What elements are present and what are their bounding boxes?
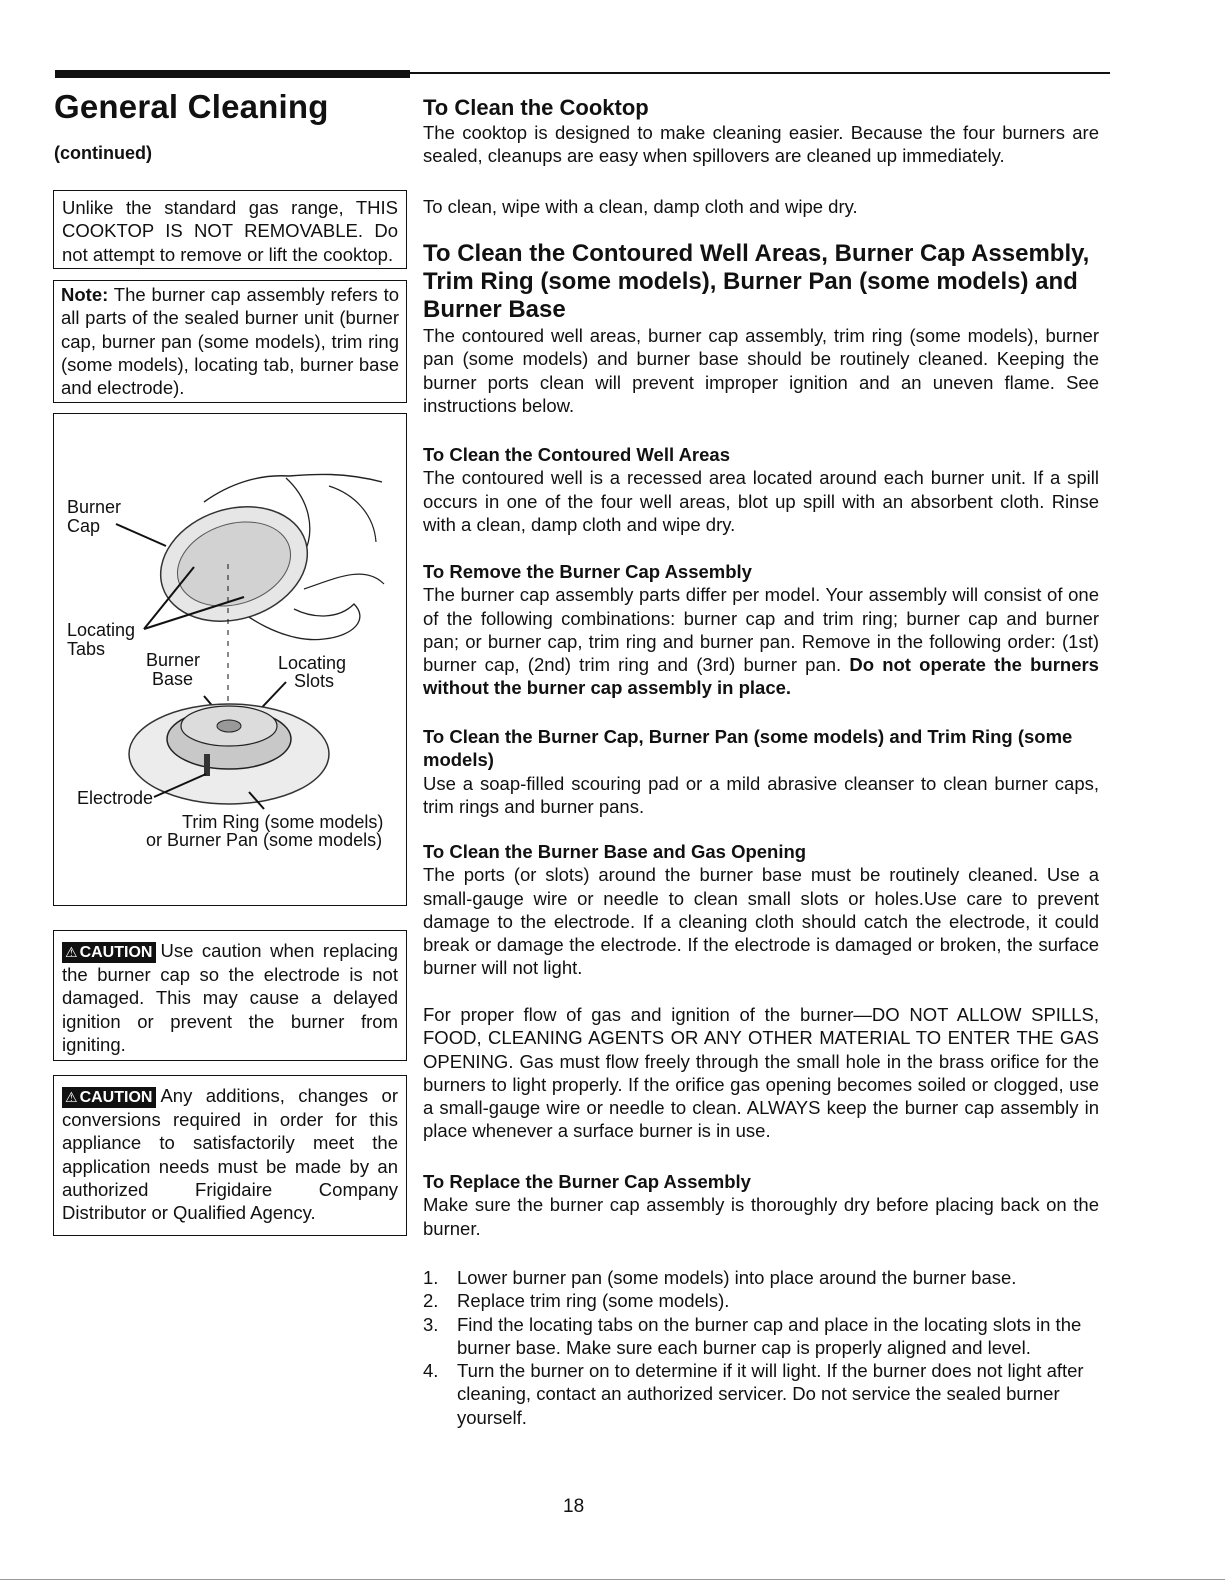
section-burner-base xyxy=(423,840,1099,980)
contoured-paragraph: The contoured well areas, burner cap assembly, trim ring (some models), burner pan (some models) and burner base should be routinely cleaned. Keeping the burner ports clean will prevent improper ignition and an uneven flame. See instructions below. xyxy=(423,325,1099,416)
step-text: Find the locating tabs on the burner cap and place in the locating slots in the burner base. Make sure each burner cap is properly aligned and level. xyxy=(457,1313,1082,1358)
remove-heading: To Remove the Burner Cap Assembly xyxy=(423,561,752,582)
note-paragraph xyxy=(61,283,399,399)
cooktop-paragraph-2: To clean, wipe with a clean, damp cloth and wipe dry. xyxy=(423,196,858,217)
caution-badge-label: CAUTION xyxy=(79,944,153,961)
section-clean-cap xyxy=(423,725,1099,818)
caution-box-electrode xyxy=(53,930,407,1061)
base-heading: To Clean the Burner Base and Gas Opening xyxy=(423,841,807,862)
replace-paragraph: Make sure the burner cap assembly is thoroughly dry before placing back on the burner. xyxy=(423,1194,1099,1239)
page-title: General Cleaning xyxy=(54,88,329,125)
section-cooktop-wipe xyxy=(423,195,1099,218)
caution-badge xyxy=(62,942,156,963)
list-item xyxy=(423,1313,1099,1360)
section-cooktop xyxy=(423,95,1099,168)
note-box xyxy=(53,280,407,403)
remove-paragraph xyxy=(423,583,1099,699)
base-paragraph-1: The ports (or slots) around the burner base must be routinely cleaned. Use a small-gauge wire or needle to clean small slots or holes.Use care to prevent damage to the electrode. If a cleaning cloth should catch the electrode, it could break or damage the electrode. If the electrode is damaged or broken, the surface burner will not light. xyxy=(423,864,1099,979)
replace-heading: To Replace the Burner Cap Assembly xyxy=(423,1171,751,1192)
caution1-text: Use caution when replacing the burner cap so the electrode is not damaged. This may cause a delayed ignition or prevent the burner from igniting. xyxy=(62,940,398,1055)
header-rule-thin xyxy=(410,72,1110,74)
remove-warning: Do not operate the burners without the burner cap assembly in place. xyxy=(423,654,1099,699)
caution-badge-label: CAUTION xyxy=(79,1089,153,1106)
contoured-heading: To Clean the Contoured Well Areas, Burner Cap Assembly, Trim Ring (some models), Burner Pan (some models) and Burner Base xyxy=(423,240,1090,323)
section-gas-opening xyxy=(423,1003,1099,1143)
label-burner-cap-line2: Cap xyxy=(67,516,101,536)
label-locating-slots-line2: Slots xyxy=(294,671,335,691)
removable-warning-box xyxy=(53,190,407,269)
step-text: Lower burner pan (some models) into place around the burner base. xyxy=(457,1267,1017,1288)
cooktop-paragraph-1: The cooktop is designed to make cleaning easier. Because the four burners are sealed, cleanups are easy when spillovers are cleaned up immediately. xyxy=(423,122,1099,167)
cap-paragraph: Use a soap-filled scouring pad or a mild abrasive cleanser to clean burner caps, trim rings and burner pans. xyxy=(423,772,1099,817)
steps-list xyxy=(423,1266,1099,1429)
label-locating-tabs-line1: Locating xyxy=(67,620,136,640)
hand-finger-1 xyxy=(329,486,376,542)
section-replace-cap xyxy=(423,1170,1099,1240)
bottom-rule xyxy=(0,1579,1225,1580)
caution1-paragraph xyxy=(62,939,398,1056)
section-remove-cap xyxy=(423,560,1099,700)
warning-triangle-icon: ⚠ xyxy=(65,1089,78,1105)
cap-heading: To Clean the Burner Cap, Burner Pan (some models) and Trim Ring (some models) xyxy=(423,726,1073,771)
header-rule-thick xyxy=(55,70,410,78)
warning-triangle-icon: ⚠ xyxy=(65,944,78,960)
step-number: 3. xyxy=(423,1313,439,1335)
well-heading: To Clean the Contoured Well Areas xyxy=(423,444,731,465)
caution-box-conversions xyxy=(53,1075,407,1236)
page-number: 18 xyxy=(563,1496,585,1517)
leader-burner-cap xyxy=(116,524,166,546)
well-paragraph: The contoured well is a recessed area located around each burner unit. If a spill occurs in one of the four well areas, blot up spill with an absorbent cloth. Rinse with a clean, damp cloth and wipe dry. xyxy=(423,467,1099,535)
step-number: 2. xyxy=(423,1290,439,1312)
removable-warning-text: Unlike the standard gas range, THIS COOKTOP IS NOT REMOVABLE. Do not attempt to remove or lift the cooktop. xyxy=(62,197,398,265)
step-text: Turn the burner on to determine if it will light. If the burner does not light after cleaning, contact an authorized servicer. Do not service the sealed burner yourself. xyxy=(457,1360,1084,1428)
caution2-paragraph xyxy=(62,1084,398,1224)
label-electrode: Electrode xyxy=(77,788,154,808)
list-item xyxy=(423,1266,1099,1289)
step-text: Replace trim ring (some models). xyxy=(457,1290,730,1312)
label-burner-base-line1: Burner xyxy=(146,650,201,670)
label-locating-tabs-line2: Tabs xyxy=(67,639,106,659)
label-burner-cap-line1: Burner xyxy=(67,497,122,517)
label-burner-base-line2: Base xyxy=(152,669,194,689)
hand-finger-2 xyxy=(304,574,384,589)
cooktop-heading: To Clean the Cooktop xyxy=(423,95,649,120)
hand-outline xyxy=(204,474,382,502)
section-well-areas xyxy=(423,443,1099,536)
caution-badge xyxy=(62,1087,156,1108)
base-paragraph-2: For proper flow of gas and ignition of the burner—DO NOT ALLOW SPILLS, FOOD, CLEANING AGENTS OR ANY OTHER MATERIAL TO ENTER THE GAS OPENING. Gas must flow freely through the small hole in the brass orifice for the burners to light properly. If the orifice gas opening becomes soiled or clogged, use a small-gauge wire or needle to clean. ALWAYS keep the burner cap assembly in place whenever a surface burner is in use. xyxy=(423,1004,1099,1142)
remove-text: The burner cap assembly parts differ per model. Your assembly will consist of one of the following combinations: burner cap and trim ring; burner cap and burner pan; or burner cap, trim ring and burner pan. Remove in the following order: (1st) burner cap, (2nd) trim ring and (3rd) burner pan. xyxy=(423,584,1099,676)
label-trim-ring-line2: or Burner Pan (some models) xyxy=(146,830,383,850)
replace-steps xyxy=(423,1266,1099,1429)
list-item xyxy=(423,1359,1099,1429)
gas-opening xyxy=(217,720,241,732)
list-item xyxy=(423,1289,1099,1312)
label-locating-slots-line1: Locating xyxy=(278,653,347,673)
page-subtitle: (continued) xyxy=(54,143,152,163)
note-text: The burner cap assembly refers to all parts of the sealed burner unit (burner cap, burner pan (some models), trim ring (some models), locating tab, burner base and electrode). xyxy=(61,284,399,399)
step-number: 1. xyxy=(423,1267,439,1288)
step-number: 4. xyxy=(423,1360,439,1382)
electrode-shape xyxy=(204,754,210,776)
note-label: Note: xyxy=(61,284,109,305)
caution2-text: Any additions, changes or conversions required in order for this appliance to satisfactorily meet the application needs must be made by an authorized Frigidaire Company Distributor or Qualified Agency. xyxy=(62,1085,398,1224)
burner-figure xyxy=(53,413,407,906)
section-contoured xyxy=(423,240,1099,417)
label-trim-ring-line1: Trim Ring (some models) xyxy=(182,812,384,832)
